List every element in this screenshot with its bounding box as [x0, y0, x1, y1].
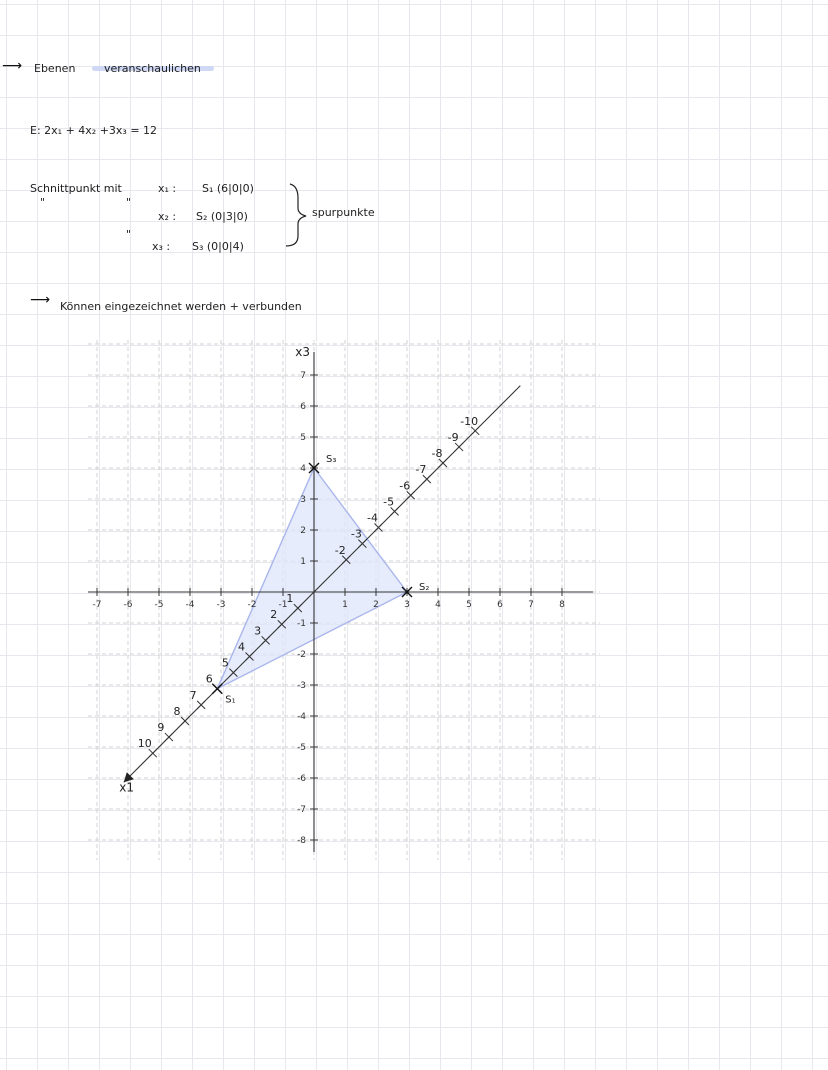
x1-tick-label: -6	[399, 479, 411, 493]
spurpunkte-label: spurpunkte	[312, 206, 375, 219]
x1-tick-label: 7	[189, 688, 197, 702]
x2-tick-label: -4	[185, 600, 195, 610]
x3-tick-label: 5	[300, 433, 306, 443]
x1-tick-label: -8	[431, 447, 443, 461]
intercept-point-label: S₃	[326, 454, 337, 465]
x1-tick-label: -2	[334, 543, 346, 557]
x3-tick-label: -3	[297, 681, 306, 691]
intercept-point-label: S₁	[225, 694, 236, 706]
x3-tick-label: -4	[297, 712, 306, 722]
x2-label: x₂ :	[158, 210, 177, 223]
x3-tick-label: 3	[300, 495, 306, 505]
x2-tick-label: 2	[373, 600, 379, 610]
x1-tick	[391, 507, 399, 515]
x2-tick-label: 6	[497, 600, 503, 610]
x1-tick	[197, 701, 205, 709]
x3-tick-label: -7	[297, 805, 306, 815]
x3-tick-label: -2	[297, 650, 306, 660]
x1-tick-label: 1	[286, 592, 294, 606]
x2-tick-label: 8	[559, 600, 565, 610]
s1-coords: S₁ (6|0|0)	[202, 182, 254, 195]
x1-tick	[423, 475, 431, 483]
x2-tick-label: 7	[528, 600, 534, 610]
x1-tick-label: -4	[366, 511, 378, 525]
x2-tick-label: 4	[435, 600, 441, 610]
x3-tick-label: 7	[300, 371, 306, 381]
arrow-icon: ⟶	[2, 58, 23, 74]
x2-tick-label: 1	[342, 600, 348, 610]
x1-tick-label: 9	[157, 721, 165, 735]
x1-tick-label: 10	[137, 737, 152, 751]
x2-tick-label: -2	[247, 600, 257, 610]
x1-axis-label: x1	[119, 780, 134, 795]
x1-tick-label: -3	[350, 527, 362, 541]
x3-tick-label: -8	[297, 836, 306, 846]
x1-tick	[181, 717, 189, 725]
x1-label: x₁ :	[158, 182, 177, 195]
x1-tick-label: -7	[415, 463, 427, 477]
x3-tick-label: -5	[297, 743, 306, 753]
x2-tick-label: -1	[278, 600, 288, 610]
x1-tick-label: 6	[205, 672, 213, 686]
x3-tick-label: 6	[300, 402, 306, 412]
x2-tick-label: -7	[92, 600, 102, 610]
ditto-mark-1: "	[40, 196, 46, 209]
x1-tick-label: -5	[383, 495, 395, 509]
x1-tick	[455, 443, 463, 451]
conclusion-text: Können eingezeichnet werden + verbunden	[60, 300, 302, 313]
x1-tick-label: 5	[221, 656, 229, 670]
x3-tick-label: -1	[297, 619, 306, 629]
s2-coords: S₂ (0|3|0)	[196, 210, 248, 223]
x2-tick-label: -3	[216, 600, 226, 610]
coordinate-diagram	[88, 340, 600, 860]
x3-tick-label: 1	[300, 557, 306, 567]
x1-tick	[165, 733, 173, 741]
heading-ebenen: Ebenen	[34, 62, 76, 75]
x3-tick-label: -6	[297, 774, 306, 784]
x1-tick	[439, 459, 447, 467]
x2-tick-label: -6	[123, 600, 133, 610]
ditto-mark-2: "	[126, 196, 132, 209]
heading-veranschaulichen: veranschaulichen	[104, 62, 201, 75]
x1-tick-label: 3	[254, 624, 262, 638]
x3-tick-label: 4	[300, 464, 306, 474]
x3-axis-label: x3	[295, 345, 310, 359]
curly-brace	[282, 180, 312, 250]
x3-tick-label: 2	[300, 526, 306, 536]
x1-tick-label: -10	[460, 414, 479, 428]
x2-tick-label: 3	[404, 600, 410, 610]
x1-tick-label: -9	[447, 430, 459, 444]
x1-tick-label: 8	[173, 704, 181, 718]
x1-tick	[407, 491, 415, 499]
plane-triangle	[217, 468, 407, 689]
x1-tick	[149, 749, 157, 757]
schnittpunkt-label: Schnittpunkt mit	[30, 182, 122, 195]
arrow-icon: ⟶	[30, 292, 51, 308]
x1-tick-label: 2	[270, 608, 278, 622]
x3-label: x₃ :	[152, 240, 171, 253]
intercept-point-label: S₂	[419, 582, 430, 593]
ditto-mark-3: "	[126, 228, 132, 241]
plane-equation: E: 2x₁ + 4x₂ +3x₃ = 12	[30, 124, 158, 137]
x2-tick-label: -5	[154, 600, 164, 610]
s3-coords: S₃ (0|0|4)	[192, 240, 244, 253]
x1-tick-label: 4	[238, 640, 246, 654]
x2-tick-label: 5	[466, 600, 472, 610]
x1-tick	[471, 427, 479, 435]
